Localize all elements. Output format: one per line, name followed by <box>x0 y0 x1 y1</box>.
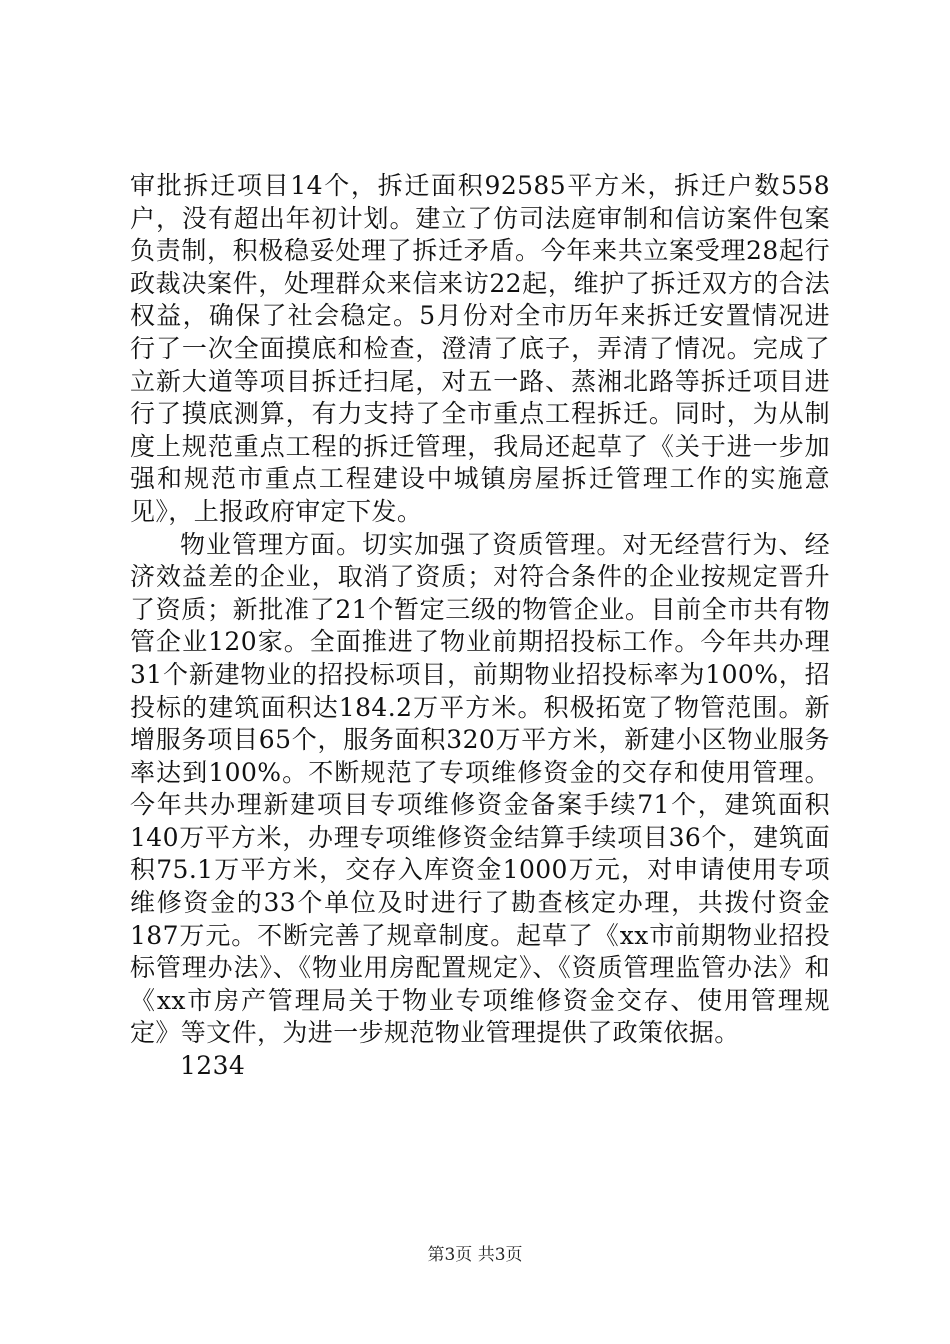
page-footer: 第3页 共3页 <box>427 1245 523 1265</box>
paragraph-demolition: 审批拆迁项目14个，拆迁面积92585平方米，拆迁户数558户，没有超出年初计划。建立了仿司法庭审制和信访案件包案负责制，积极稳妥处理了拆迁矛盾。今年来共立案受理28起行政裁决案件，处理群众来信来访22起，维护了拆迁双方的合法权益，确保了社会稳定。5月份对全市历年来拆迁安置情况进行了一次全面摸底和检查，澄清了底子，弄清了情况。完成了立新大道等项目拆迁扫尾，对五一路、蒸湘北路等拆迁项目进行了摸底测算，有力支持了全市重点工程拆迁。同时，为从制度上规范重点工程的拆迁管理，我局还起草了《关于进一步加强和规范市重点工程建设中城镇房屋拆迁管理工作的实施意见》，上报政府审定下发。 <box>130 171 830 526</box>
paragraph-property-management: 物业管理方面。切实加强了资质管理。对无经营行为、经济效益差的企业，取消了资质；对符合条件的企业按规定晋升了资质；新批准了21个暂定三级的物管企业。目前全市共有物管企业120家。全面推进了物业前期招投标工作。今年共办理31个新建物业的招投标项目，前期物业招投标率为100%，招投标的建筑面积达184.2万平方米。积极拓宽了物管范围。新增服务项目65个，服务面积320万平方米，新建小区物业服务率达到100%。不断规范了专项维修资金的交存和使用管理。今年共办理新建项目专项维修资金备案手续71个，建筑面积140万平方米，办理专项维修资金结算手续项目36个，建筑面积75.1万平方米，交存入库资金1000万元，对申请使用专项维修资金的33个单位及时进行了勘查核定办理，共拨付资金187万元。不断完善了规章制度。起草了《xx市前期物业招投标管理办法》、《物业用房配置规定》、《资质管理监管办法》和《xx市房产管理局关于物业专项维修资金交存、使用管理规定》等文件，为进一步规范物业管理提供了政策依据。 <box>130 529 830 1048</box>
paragraph-trailing-number: 1234 <box>180 1051 246 1081</box>
document-body <box>130 170 830 1083</box>
